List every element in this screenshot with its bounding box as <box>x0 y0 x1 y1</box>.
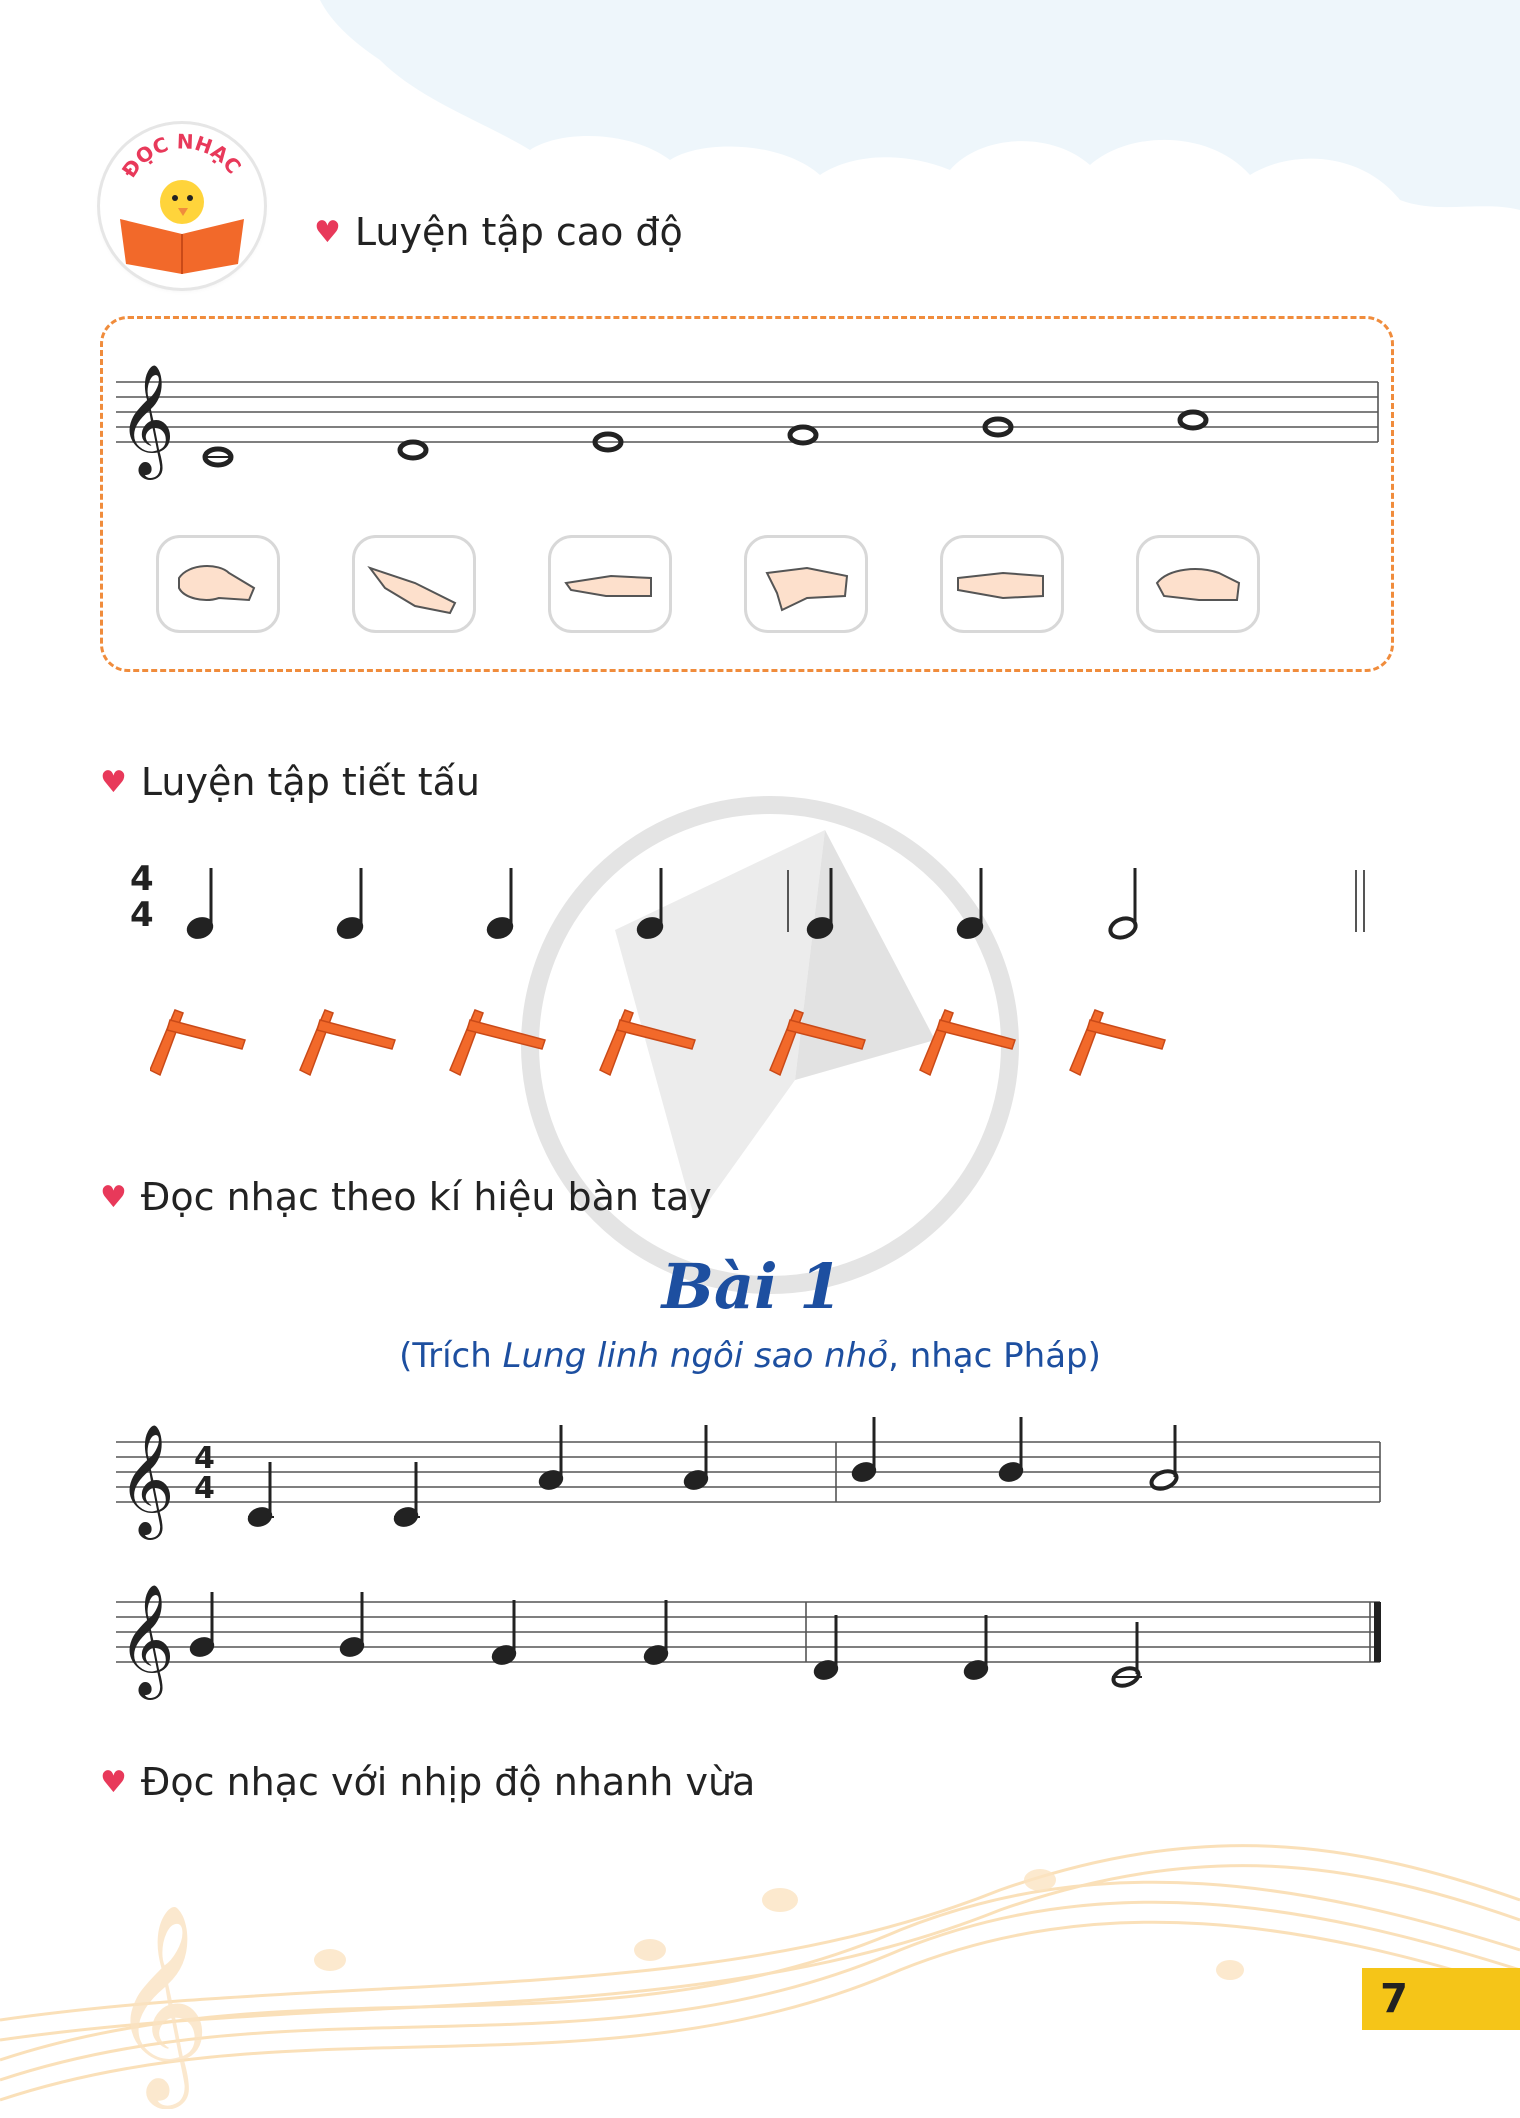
whole-note <box>400 442 426 458</box>
time-signature-top: 4 <box>130 860 154 899</box>
clapping-stick-icon <box>770 1010 865 1075</box>
time-signature-top: 4 <box>194 1441 215 1476</box>
time-signature-bottom: 4 <box>194 1471 215 1506</box>
section-heading-tempo: ♥ Đọc nhạc với nhịp độ nhanh vừa <box>100 1760 756 1804</box>
decorative-music-background <box>0 1760 1520 2118</box>
clapping-stick-icon <box>150 1010 245 1075</box>
clapping-stick-icon <box>300 1010 395 1075</box>
pitch-staff <box>116 350 1386 480</box>
hand-sign-mi <box>548 535 672 633</box>
clapping-stick-icon <box>600 1010 695 1075</box>
whole-note <box>1180 412 1206 428</box>
lesson-title: Bài 1 <box>661 1250 843 1323</box>
rhythm-line <box>120 860 1390 970</box>
hand-sign-la <box>1136 535 1260 633</box>
hand-sign-fa <box>744 535 868 633</box>
hand-sign-icon <box>551 538 669 630</box>
section-heading-rhythm: ♥ Luyện tập tiết tấu <box>100 760 480 804</box>
hand-sign-icon <box>355 538 473 630</box>
clapping-stick-icon <box>1070 1010 1165 1075</box>
hand-sign-icon <box>943 538 1061 630</box>
heart-bullet-icon: ♥ <box>100 765 127 800</box>
hand-sign-re <box>352 535 476 633</box>
page-number: 7 <box>1380 1976 1408 2022</box>
clapping-stick-icon <box>920 1010 1015 1075</box>
treble-clef-icon: 𝄞 <box>118 1583 175 1695</box>
hand-sign-icon <box>747 538 865 630</box>
svg-text:ĐỌC NHẠC: ĐỌC NHẠC <box>116 129 247 182</box>
heart-bullet-icon: ♥ <box>314 215 341 250</box>
treble-clef-icon: 𝄞 <box>118 363 175 475</box>
section-heading-hand-signs: ♥ Đọc nhạc theo kí hiệu bàn tay <box>100 1175 712 1219</box>
duck-reading-icon <box>100 124 264 288</box>
clapping-sticks-row <box>150 995 1200 1095</box>
treble-clef-icon: 𝄞 <box>118 1423 175 1535</box>
hand-sign-icon <box>1139 538 1257 630</box>
music-staff-2 <box>116 1570 1386 1700</box>
heart-bullet-icon: ♥ <box>100 1180 127 1215</box>
doc-nhac-badge <box>100 124 264 288</box>
hand-sign-do <box>156 535 280 633</box>
svg-text:𝄞: 𝄞 <box>110 1903 211 2101</box>
clapping-stick-icon <box>450 1010 545 1075</box>
final-barline <box>1374 1602 1381 1662</box>
section-heading-pitch: ♥ Luyện tập cao độ <box>314 210 683 254</box>
lesson-subtitle: (Trích Lung linh ngôi sao nhỏ, nhạc Pháp) <box>399 1336 1101 1376</box>
music-staff-1 <box>116 1410 1386 1540</box>
time-signature-bottom: 4 <box>130 895 154 935</box>
hand-sign-icon <box>159 538 277 630</box>
whole-note <box>790 427 816 443</box>
hand-sign-sol <box>940 535 1064 633</box>
heart-bullet-icon: ♥ <box>100 1765 127 1800</box>
